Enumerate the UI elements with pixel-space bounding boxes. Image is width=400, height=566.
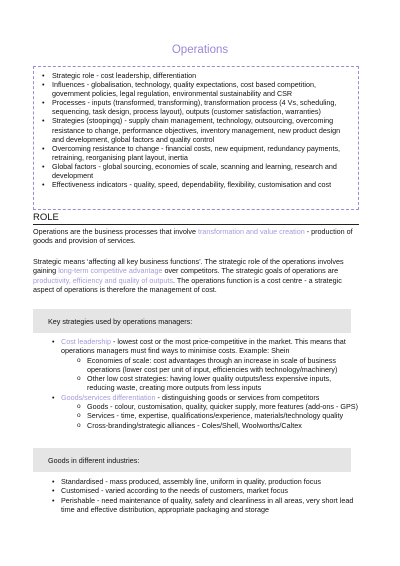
summary-item: • Strategies (stoopingq) - supply chain management, technology, outsourcing, overcoming resistance to change, performance objectives, inventory management, new product design and development, global factors and quality control bbox=[40, 116, 352, 143]
highlight-text: Goods/services differentiation bbox=[61, 392, 156, 402]
key-strategies-list bbox=[33, 337, 359, 430]
sub-item: o Economies of scale: cost advantages through an increase in scale of business operations (lower cost per unit of input, efficiencies with technology/machinery) bbox=[33, 356, 359, 375]
summary-item: • Global factors - global sourcing, economies of scale, scanning and learning, research and development bbox=[40, 162, 352, 180]
summary-item: • Processes - inputs (transformed, transforming), transformation process (4 Vs, scheduling, sequencing, task design, process layout), outputs (customer satisfaction, warranties) bbox=[40, 98, 352, 116]
text-run: - distinguishing goods or services from competitors bbox=[155, 392, 320, 402]
sub-item: o Services - time, expertise, qualifications/experience, materials/technology quality bbox=[33, 411, 359, 420]
role-paragraph-2 bbox=[33, 257, 359, 295]
industry-item: • Perishable - need maintenance of quality, safety and cleanliness in all areas, very short lead time and effective distribution, appropriate packaging and storage bbox=[33, 496, 359, 515]
text-run: over competitors. The strategic goals of operations are bbox=[162, 266, 339, 276]
summary-box bbox=[33, 66, 359, 210]
text-run: Strategic means ‘affecting all key business functions’. The strategic role of the operations involves gaining bbox=[33, 257, 344, 276]
industry-item: • Customised - varied according to the needs of customers, market focus bbox=[33, 486, 359, 495]
highlight-text: long-term competitive advantage bbox=[58, 266, 163, 276]
summary-item: • Overcoming resistance to change - financial costs, new equipment, redundancy payments, retraining, reorganising plant layout, inertia bbox=[40, 144, 352, 162]
text-run: - lowest cost or the most price-competitive in the market. This means that operations managers must find ways to minimise costs. Example: Shein bbox=[61, 337, 346, 356]
page-title: Operations bbox=[171, 44, 229, 56]
sub-item: o Goods - colour, customisation, quality, quicker supply, more features (add-ons - GPS) bbox=[33, 402, 359, 411]
role-paragraph-1 bbox=[33, 227, 359, 246]
industry-item: • Standardised - mass produced, assembly line, uniform in quality, production focus bbox=[33, 477, 359, 486]
summary-item: • Effectiveness indicators - quality, speed, dependability, flexibility, customisation and cost bbox=[40, 180, 352, 189]
text-run: Operations are the business processes that involve bbox=[33, 227, 199, 236]
sub-item: o Cross-branding/strategic alliances - Coles/Shell, Woolworths/Caltex bbox=[33, 421, 359, 430]
highlight-text: Cost leadership bbox=[61, 337, 111, 346]
summary-item: • Influences - globalisation, technology, quality expectations, cost based competition, government policies, legal regulation, environmental sustainability and CSR bbox=[40, 80, 352, 98]
strategy-differentiation bbox=[33, 393, 359, 402]
highlight-text: transformation and value creation bbox=[198, 227, 305, 236]
summary-item: • Strategic role - cost leadership, differentiation bbox=[40, 71, 352, 80]
industries-list bbox=[33, 477, 359, 514]
text-run: . The operations function is a cost centre - a strategic aspect of operations is therefore the management of cost. bbox=[33, 275, 342, 295]
industries-heading: Goods in different industries: bbox=[33, 448, 351, 472]
summary-list bbox=[40, 71, 352, 189]
text-run: - production of goods and provision of services. bbox=[33, 227, 353, 246]
highlight-text: productivity, efficiency and quality of outputs bbox=[33, 275, 173, 285]
strategy-cost-leadership bbox=[33, 337, 359, 356]
role-heading: ROLE bbox=[33, 212, 359, 225]
key-strategies-heading: Key strategies used by operations managers: bbox=[33, 309, 351, 333]
sub-item: o Other low cost strategies: having lower quality outputs/less expensive inputs, reducing waste, creating more outputs from less inputs bbox=[33, 374, 359, 393]
